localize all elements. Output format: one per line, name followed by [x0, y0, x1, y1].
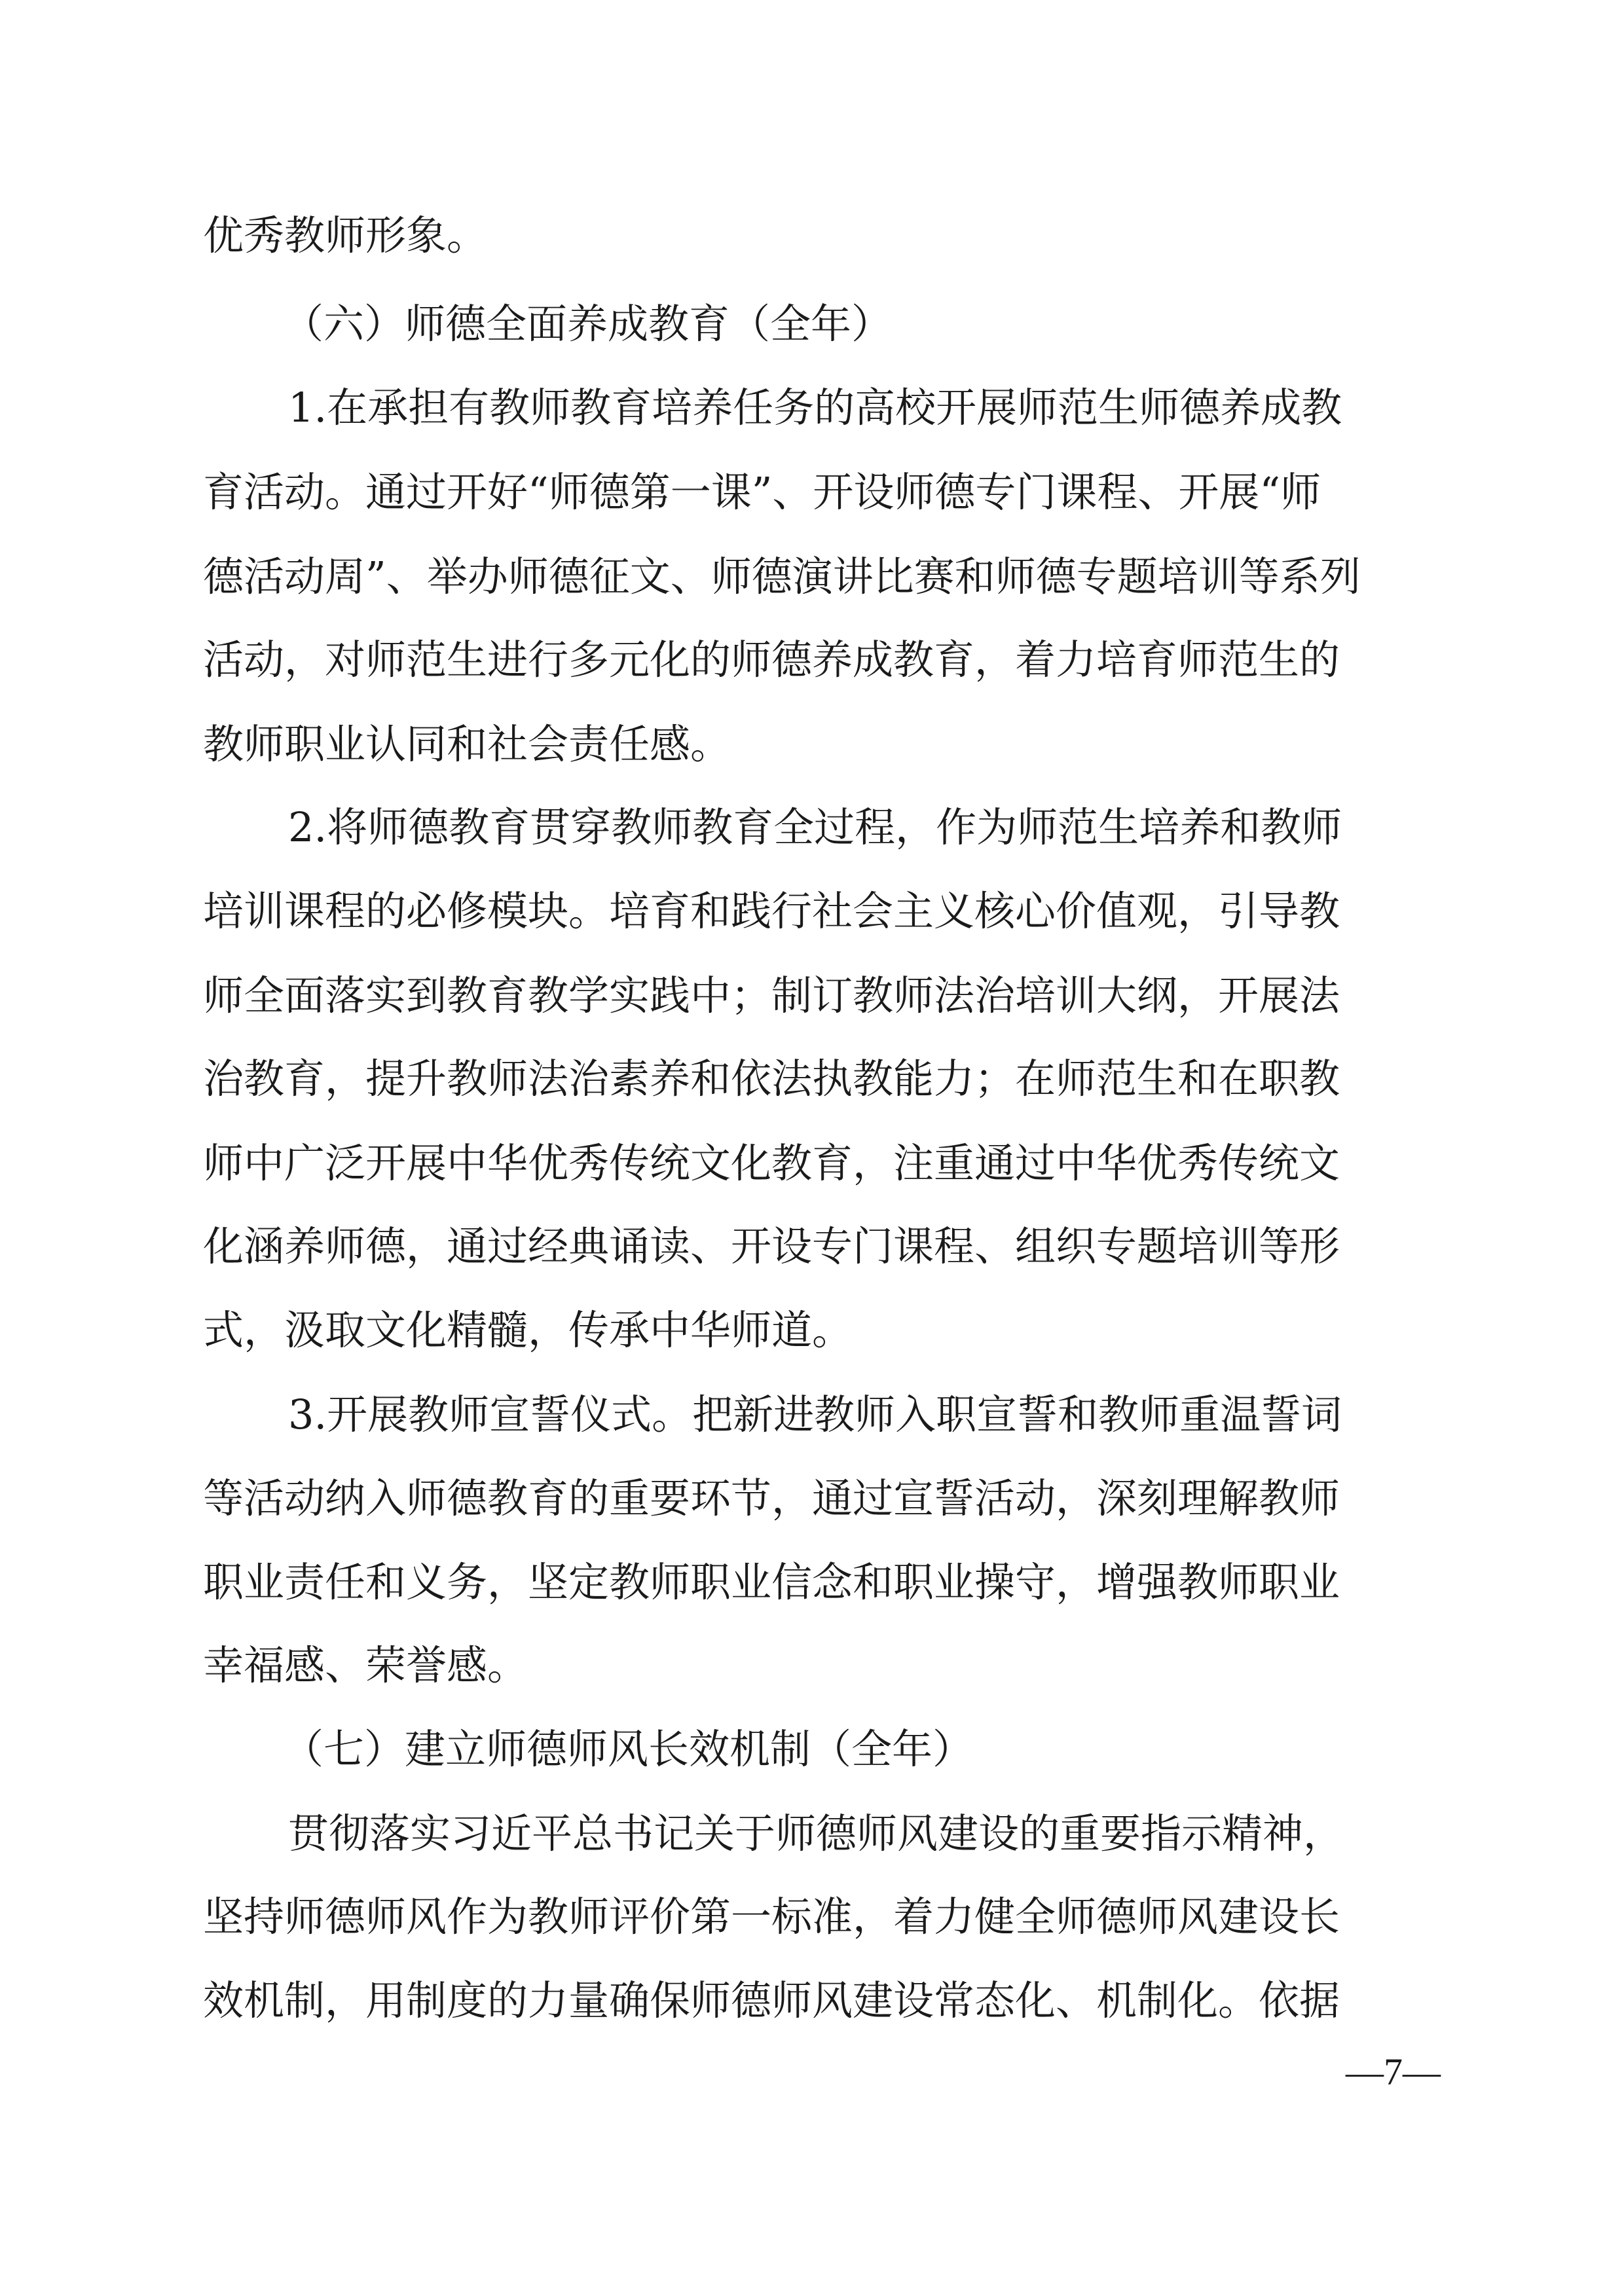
text-line: [0, 1469, 1624, 1528]
section-heading: [0, 1720, 1624, 1779]
line-text: 师全面落实到教育教学实践中；制订教师法治培训大纲，开展法: [203, 972, 1340, 1019]
line-text: 式，汲取文化精髓，传承中华师道。: [203, 1306, 853, 1354]
text-line: [0, 1301, 1624, 1360]
line-text: 坚持师德师风作为教师评价第一标准，着力健全师德师风建设长: [203, 1893, 1340, 1941]
line-text: 师中广泛开展中华优秀传统文化教育，注重通过中华优秀传统文: [203, 1139, 1340, 1187]
line-text: 幸福感、荣誉感。: [203, 1641, 528, 1689]
line-text: 化涵养师德，通过经典诵读、开设专门课程、组织专题培训等形: [203, 1222, 1340, 1270]
text-line: [0, 547, 1624, 606]
text-line: [0, 1217, 1624, 1276]
text-line: [0, 882, 1624, 941]
line-text: 教师职业认同和社会责任感。: [203, 720, 731, 768]
text-line: [0, 1887, 1624, 1946]
section-heading: [0, 295, 1624, 354]
line-text: 2.将师德教育贯穿教师教育全过程，作为师范生培养和教师: [288, 803, 1342, 851]
text-line: [0, 630, 1624, 689]
text-line: [0, 378, 1624, 437]
line-text: 贯彻落实习近平总书记关于师德师风建设的重要指示精神，: [288, 1810, 1344, 1857]
text-line: [0, 1385, 1624, 1444]
text-line: [0, 715, 1624, 774]
text-line: [0, 1049, 1624, 1108]
line-text: 职业责任和义务，坚定教师职业信念和职业操守，增强教师职业: [203, 1558, 1340, 1606]
line-text: 3.开展教师宣誓仪式。把新进教师入职宣誓和教师重温誓词: [288, 1391, 1342, 1438]
page-number: —7—: [1346, 2050, 1441, 2093]
text-line: [0, 1636, 1624, 1695]
text-line: [0, 1971, 1624, 2030]
text-line: [0, 463, 1624, 522]
text-line: [0, 798, 1624, 857]
line-text: 治教育，提升教师法治素养和依法执教能力；在师范生和在职教: [203, 1055, 1340, 1102]
line-text: 育活动。通过开好“师德第一课”、开设师德专门课程、开展“师: [203, 468, 1321, 516]
line-text: 活动，对师范生进行多元化的师德养成教育，着力培育师范生的: [203, 636, 1340, 683]
line-text: （六）师德全面养成教育（全年）: [283, 300, 893, 348]
line-text: 培训课程的必修模块。培育和践行社会主义核心价值观，引导教: [203, 887, 1340, 935]
line-text: 效机制，用制度的力量确保师德师风建设常态化、机制化。依据: [203, 1977, 1340, 2024]
text-line: [0, 206, 1624, 265]
line-text: （七）建立师德师风长效机制（全年）: [283, 1725, 974, 1773]
text-line: [0, 1553, 1624, 1612]
text-line: [0, 1134, 1624, 1193]
text-line: [0, 966, 1624, 1025]
text-line: [0, 1804, 1624, 1863]
line-text: 优秀教师形象。: [203, 211, 488, 259]
line-text: 1.在承担有教师教育培养任务的高校开展师范生师德养成教: [288, 384, 1342, 431]
line-text: 等活动纳入师德教育的重要环节，通过宣誓活动，深刻理解教师: [203, 1474, 1340, 1522]
line-text: 德活动周”、举办师德征文、师德演讲比赛和师德专题培训等系列: [203, 553, 1361, 600]
